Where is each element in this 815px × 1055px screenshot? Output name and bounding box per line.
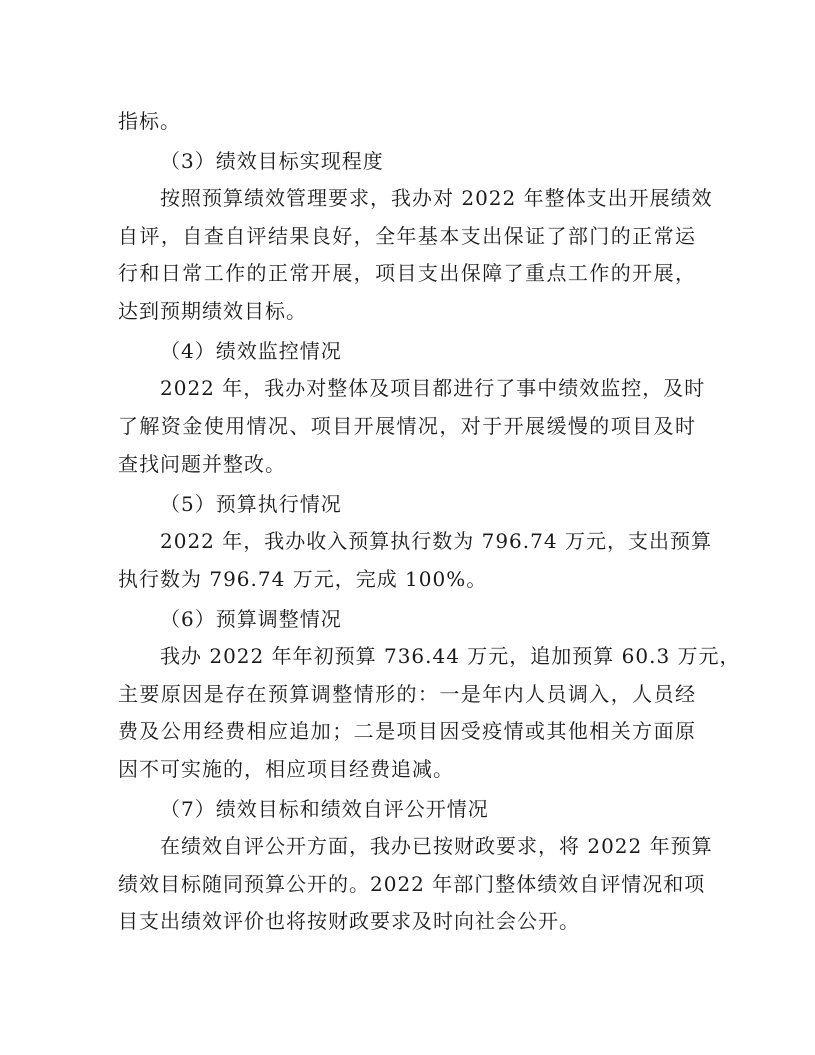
body-text-line: 执行数为 796.74 万元，完成 100%。 [118, 567, 488, 591]
section-heading: （5）预算执行情况 [160, 492, 342, 516]
section-heading: （6）预算调整情况 [160, 607, 342, 631]
body-text-line: 主要原因是存在预算调整情形的：一是年内人员调入，人员经 [118, 682, 696, 706]
body-text-line: 费及公用经费相应追加；二是项目因受疫情或其他相关方面原 [118, 719, 696, 743]
body-text-line: 2022 年，我办对整体及项目都进行了事中绩效监控，及时 [160, 376, 706, 400]
body-text-line: 达到预期绩效目标。 [118, 299, 307, 323]
body-text-line: 绩效目标随同预算公开的。2022 年部门整体绩效自评情况和项 [118, 872, 706, 896]
body-text-line: 自评，自查自评结果良好，全年基本支出保证了部门的正常运 [118, 224, 696, 248]
body-text-line: 2022 年，我办收入预算执行数为 796.74 万元，支出预算 [160, 529, 712, 553]
body-text-line: 指标。 [118, 109, 181, 133]
body-text-line: 目支出绩效评价也将按财政要求及时向社会公开。 [118, 909, 580, 933]
body-text-line: 按照预算绩效管理要求，我办对 2022 年整体支出开展绩效 [160, 186, 713, 210]
body-text-line: 在绩效自评公开方面，我办已按财政要求，将 2022 年预算 [160, 834, 713, 858]
section-heading: （4）绩效监控情况 [160, 339, 342, 363]
body-text-line: 行和日常工作的正常开展，项目支出保障了重点工作的开展， [118, 261, 696, 285]
body-text-line: 查找问题并整改。 [118, 452, 286, 476]
section-heading: （7）绩效目标和绩效自评公开情况 [160, 797, 489, 821]
body-text-line: 了解资金使用情况、项目开展情况，对于开展缓慢的项目及时 [118, 414, 696, 438]
body-text-line: 我办 2022 年年初预算 736.44 万元，追加预算 60.3 万元， [160, 644, 741, 668]
body-text-line: 因不可实施的，相应项目经费追减。 [118, 757, 454, 781]
section-heading: （3）绩效目标实现程度 [160, 149, 384, 173]
